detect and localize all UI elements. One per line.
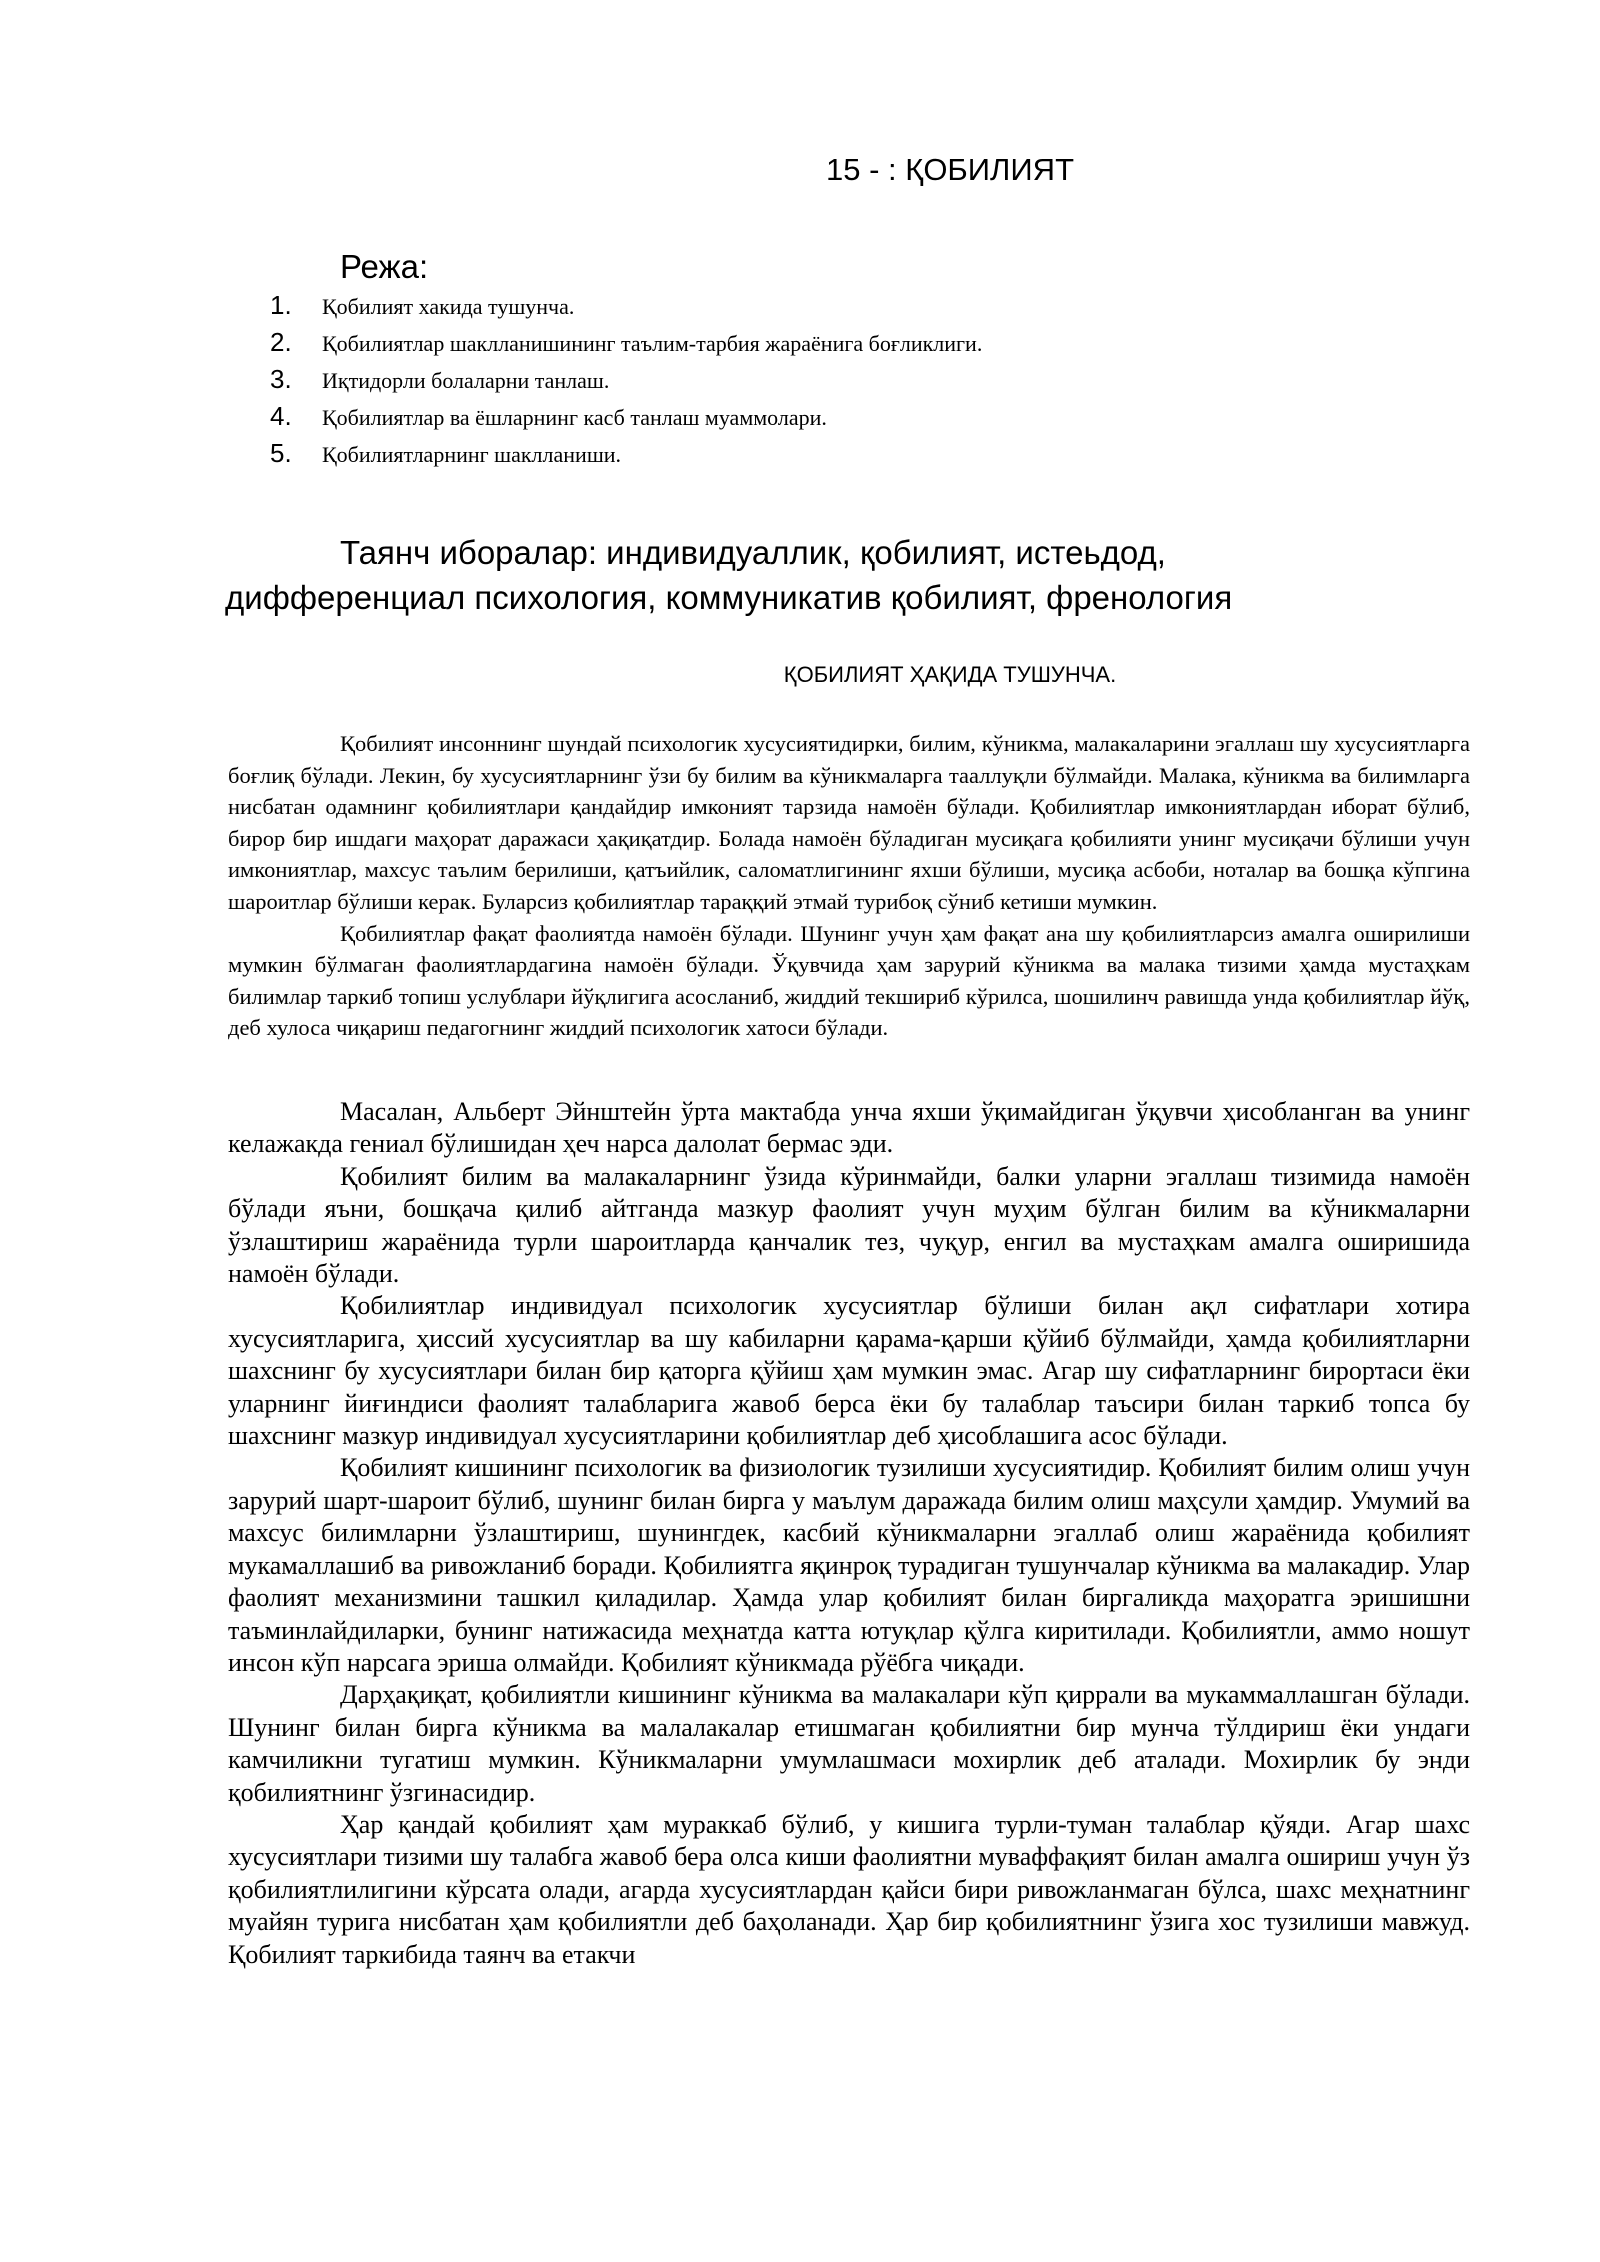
plan-item-number: 3.: [270, 364, 292, 394]
plan-item-number: 5.: [270, 438, 292, 468]
section-title: ҚОБИЛИЯТ ҲАҚИДА ТУШУНЧА.: [783, 662, 1117, 687]
body-text-large: [228, 1096, 1470, 1971]
plan-item-text: Қобилиятлар шаклланишининг таълим-тарбия жараёнига боғликлиги.: [322, 331, 983, 356]
plan-item-text: Қобилиятларнинг шаклланиши.: [322, 442, 622, 467]
plan-item-number: 1.: [270, 290, 292, 320]
plan-item: [270, 290, 982, 327]
paragraph: Қобилият инсоннинг шундай психологик хусусиятидирки, билим, кўникма, малакаларини эгаллаш шу хусусиятларга боғлиқ бўлади. Лекин, бу хусусиятларнинг ўзи бу билим ва кўникмаларга тааллуқли бўлмайди. Малака, кўникма ва билимларга нисбатан одамнинг қобилиятлари қандайдир имконият тарзида намоён бўлади. Қобилиятлар имкониятлардан иборат бўлиб, бирор бир ишдаги маҳорат даражаси ҳақиқатдир. Болада намоён бўладиган мусиқага қобилияти унинг мусиқачи бўлиши учун имкониятлар, махсус таълим берилиши, қатъийлик, саломатлигининг яхши бўлиши, мусиқа асбоби, ноталар ва бошқа кўпгина шароитлар бўлиши керак. Буларсиз қобилиятлар тараққий этмай турибоқ сўниб кетиши мумкин.: [228, 731, 1470, 914]
plan-item-number: 4.: [270, 401, 292, 431]
keywords-heading: Таянч иборалар: индивидуаллик, қобилият, истеьдод, дифференциал психология, коммуникатив қобилият, френология: [225, 534, 1233, 616]
chapter-title: 15 - : ҚОБИЛИЯТ: [826, 152, 1074, 187]
plan-item-text: Қобилият хакида тушунча.: [322, 294, 575, 319]
plan-item: [270, 438, 982, 475]
paragraph: Қобилиятлар фақат фаолиятда намоён бўлади. Шунинг учун ҳам фақат ана шу қобилиятларсиз амалга оширилиши мумкин бўлмаган фаолиятлардагина намоён бўлади. Ўқувчида ҳам зарурий кўникма ва малака тизими ҳамда мустаҳкам билимлар таркиб топиш услублари йўқлигига асосланиб, жиддий текшириб кўрилса, шошилинч равишда унда қобилиятлар йўқ, деб хулоса чиқариш педагогнинг жиддий психологик хатоси бўлади.: [228, 920, 1470, 1041]
paragraph: Қобилиятлар индивидуал психологик хусусиятлар бўлиши билан ақл сифатлари хотира хусусиятларига, ҳиссий хусусиятлар ва шу кабиларни қарама-қарши қўйиб бўлмайди, ҳамда қобилиятларни шахснинг бу хусусиятлари билан бир қаторга қўйиш ҳам мумкин эмас. Агар шу сифатларнинг бирортаси ёки уларнинг йиғиндиси фаолият талабларига жавоб берса ёки бу талаблар таъсири билан таркиб топса бу шахснинг мазкур индивидуал хусусиятларини қобилиятлар деб ҳисоблашига асос бўлади.: [228, 1291, 1470, 1451]
plan-heading: Режа:: [340, 248, 429, 285]
plan-item-text: Иқтидорли болаларни танлаш.: [322, 368, 610, 393]
body-text-small: [228, 728, 1470, 1044]
paragraph: Ҳар қандай қобилият ҳам мураккаб бўлиб, у кишига турли-туман талаблар қўяди. Агар шахс хусусиятлари тизими шу талабга жавоб бера олса киши фаолиятни муваффақият билан амалга ошириш учун ўз қобилиятлилигини кўрсата олади, агарда хусусиятлардан қайси бири ривожланмаган бўлса, шахс меҳнатнинг муайян турига нисбатан ҳам қобилиятли деб баҳоланади. Ҳар бир қобилиятнинг ўзига хос тузилиши мавжуд. Қобилият таркибида таянч ва етакчи: [228, 1809, 1470, 1969]
plan-item: [270, 327, 982, 364]
paragraph: Қобилият кишининг психологик ва физиологик тузилиши хусусиятидир. Қобилият билим олиш учун зарурий шарт-шароит бўлиб, шунинг билан бирга у маълум даражада билим олиш маҳсули ҳамдир. Умумий ва махсус билимларни ўзлаштириш, шунингдек, касбий кўникмаларни эгаллаб олиш жараёнида қобилият мукамаллашиб ва ривожланиб боради. Қобилиятга яқинроқ турадиган тушунчалар кўникма ва малакадир. Улар фаолият механизмини ташкил қиладилар. Ҳамда улар қобилият билан биргаликда маҳоратга эришишни таъминлайдиларки, бунинг натижасида меҳнатда катта ютуқлар қўлга киритилади. Қобилиятли, аммо ношут инсон кўп нарсага эриша олмайди. Қобилият кўникмада рўёбга чиқади.: [228, 1453, 1470, 1677]
plan-item: [270, 364, 982, 401]
plan-item-number: 2.: [270, 327, 292, 357]
plan-item: [270, 401, 982, 438]
plan-item-text: Қобилиятлар ва ёшларнинг касб танлаш муаммолари.: [322, 405, 827, 430]
paragraph: Масалан, Альберт Эйнштейн ўрта мактабда унча яхши ўқимайдиган ўқувчи ҳисобланган ва унинг келажакда гениал бўлишидан ҳеч нарса далолат бермас эди.: [228, 1097, 1470, 1159]
plan-list: [270, 290, 982, 475]
paragraph: Қобилият билим ва малакаларнинг ўзида кўринмайди, балки уларни эгаллаш тизимида намоён бўлади яъни, бошқача қилиб айтганда мазкур фаолият учун муҳим бўлган билим ва кўникмаларни ўзлаштириш жараёнида турли шароитларда қанчалик тез, чуқур, енгил ва мустаҳкам амалга оширишида намоён бўлади.: [228, 1161, 1470, 1289]
paragraph: Дарҳақиқат, қобилиятли кишининг кўникма ва малакалари кўп қиррали ва мукаммаллашган бўлади. Шунинг билан бирга кўникма ва малалакалар етишмаган қобилиятни бир мунча тўлдириш ёки ундаги камчиликни тугатиш мумкин. Кўникмаларни умумлашмаси мохирлик деб аталади. Мохирлик бу энди қобилиятнинг ўзгинасидир.: [228, 1680, 1470, 1807]
